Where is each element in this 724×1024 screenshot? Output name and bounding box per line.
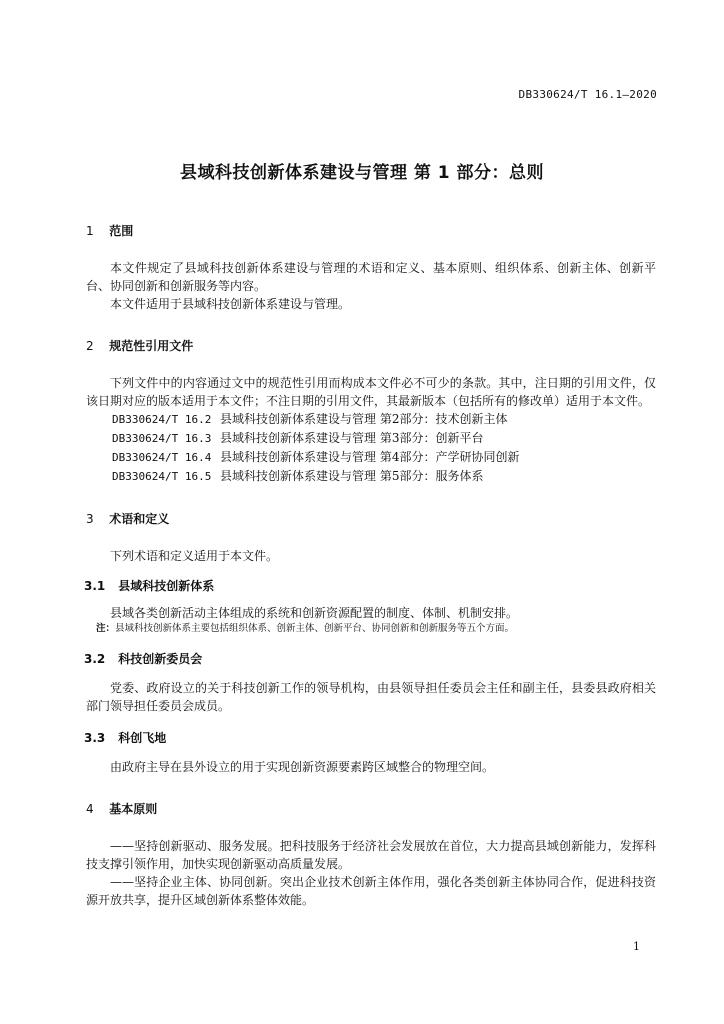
paragraph: ——坚持创新驱动、服务发展。把科技服务于经济社会发展放在首位，大力提高县域创新能力，发挥科技支撑引领作用，加快实现创新驱动高质量发展。 (86, 839, 656, 871)
term-number: 3.2 (84, 652, 106, 666)
reference-item (86, 448, 656, 467)
section-title: 范围 (109, 224, 134, 238)
term-number: 3.3 (84, 731, 106, 745)
term-title: 科创飞地 (118, 731, 167, 745)
reference-code: DB330624/T 16.3 (112, 432, 212, 445)
term-definition: 党委、政府设立的关于科技创新工作的领导机构，由县领导担任委员会主任和副主任，县委县政府相关部门领导担任委员会成员。 (86, 681, 656, 713)
paragraph: ——坚持企业主体、协同创新。突出企业技术创新主体作用，强化各类创新主体协同合作，促进科技资源开放共享，提升区域创新体系整体效能。 (86, 875, 656, 907)
reference-code: DB330624/T 16.4 (112, 451, 212, 464)
document-body (86, 210, 656, 909)
reference-title: 县域科技创新体系建设与管理 第3部分：创新平台 (220, 431, 484, 445)
section-title: 术语和定义 (109, 512, 170, 526)
reference-item (86, 410, 656, 429)
term-definition: 县域各类创新活动主体组成的系统和创新资源配置的制度、体制、机制安排。 (110, 606, 519, 620)
section-number: 3 (86, 512, 94, 526)
paragraph: 本文件适用于县域科技创新体系建设与管理。 (110, 297, 351, 311)
section-number: 4 (86, 802, 94, 816)
reference-code: DB330624/T 16.2 (112, 413, 212, 426)
document-id: DB330624/T 16.1—2020 (518, 88, 657, 101)
reference-item (86, 467, 656, 486)
term-definition: 由政府主导在县外设立的用于实现创新资源要素跨区域整合的物理空间。 (110, 760, 495, 774)
term-3-1-heading (84, 577, 656, 594)
section-title: 基本原则 (109, 802, 158, 816)
term-3-2-heading (84, 650, 656, 667)
section-2-heading (86, 337, 656, 354)
section-number: 1 (86, 224, 94, 238)
term-3-3-heading (84, 729, 656, 746)
paragraph: 下列术语和定义适用于本文件。 (110, 549, 279, 563)
section-1-heading (86, 222, 656, 239)
note (86, 622, 656, 636)
reference-title: 县域科技创新体系建设与管理 第4部分：产学研协同创新 (220, 450, 520, 464)
note-text: 县域科技创新体系主要包括组织体系、创新主体、创新平台、协同创新和创新服务等五个方面。 (115, 623, 515, 634)
section-3-heading (86, 510, 656, 527)
section-number: 2 (86, 339, 94, 353)
term-title: 县域科技创新体系 (118, 579, 215, 593)
page-number: 1 (633, 940, 640, 953)
paragraph: 下列文件中的内容通过文中的规范性引用而构成本文件必不可少的条款。其中，注日期的引用文件，仅该日期对应的版本适用于本文件；不注日期的引用文件，其最新版本（包括所有的修改单）适用于本文件。 (86, 376, 656, 408)
note-label: 注： (96, 623, 116, 634)
term-number: 3.1 (84, 579, 106, 593)
reference-title: 县域科技创新体系建设与管理 第2部分：技术创新主体 (220, 412, 508, 426)
document-title: 县域科技创新体系建设与管理 第 1 部分：总则 (179, 163, 545, 183)
section-4-heading (86, 800, 656, 817)
reference-item (86, 429, 656, 448)
section-title: 规范性引用文件 (109, 339, 194, 353)
paragraph: 本文件规定了县域科技创新体系建设与管理的术语和定义、基本原则、组织体系、创新主体、创新平台、协同创新和创新服务等内容。 (86, 261, 656, 293)
reference-title: 县域科技创新体系建设与管理 第5部分：服务体系 (220, 469, 484, 483)
reference-code: DB330624/T 16.5 (112, 470, 212, 483)
term-title: 科技创新委员会 (118, 652, 203, 666)
